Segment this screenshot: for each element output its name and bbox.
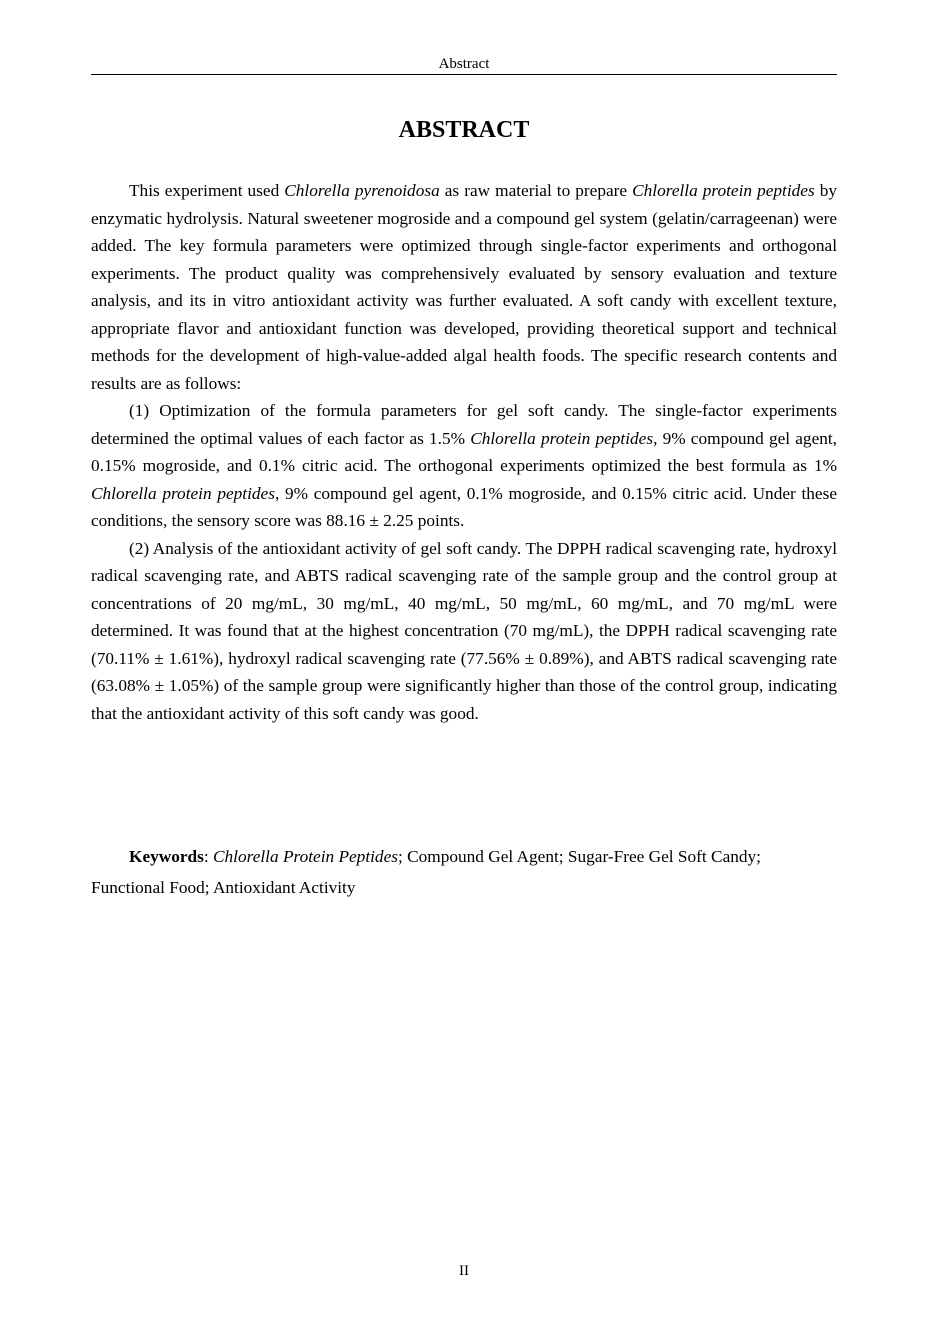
p1-text-e: by enzymatic hydrolysis. Natural sweetener mogroside and a compound gel system (gelatin/carrageenan) were added. The key formula parameters were optimized through single-factor experiments and orthogonal experiments. The product quality was comprehensively evaluated by sensory evaluation and texture analysis, and its in vitro antioxidant activity was further evaluated. A soft candy with excellent texture, appropriate flavor and antioxidant function was developed, providing theoretical support and technical methods for the development of high-value-added algal health foods. The specific research contents and results are as follows: (91, 181, 838, 393)
p2-text-c: , 9% compound gel agent, 0.15% mogroside, and 0.1% citric acid. The orthogonal experiments optimized the best formula as 1% (91, 428, 837, 475)
running-header: Abstract (91, 55, 837, 75)
keyword-first: Chlorella Protein Peptides (213, 847, 398, 866)
keywords-separator: : (203, 847, 214, 866)
p2-peptide-name-2: Chlorella protein peptides (91, 483, 275, 503)
abstract-paragraph-1 (91, 177, 837, 397)
keywords-label: Keywords (129, 847, 204, 866)
abstract-paragraph-3 (91, 535, 837, 728)
abstract-paragraph-2 (91, 397, 837, 535)
p3-text-a: (2) Analysis of the antioxidant activity of gel soft candy. The DPPH radical scavenging rate, hydroxyl radical scavenging rate, and ABTS radical scavenging rate of the sample group and the control group at concentrations of 20 mg/mL, 30 mg/mL, 40 mg/mL, 50 mg/mL, 60 mg/mL, and 70 mg/mL were determined. It was found that at the highest concentration (70 mg/mL), the DPPH radical scavenging rate (70.11% ± 1.61%), hydroxyl radical scavenging rate (77.56% ± 0.89%), and ABTS radical scavenging rate (63.08% ± 1.05%) of the sample group were significantly higher than those of the control group, indicating that the antioxidant activity of this soft candy was good. (91, 538, 837, 723)
p2-peptide-name-1: Chlorella protein peptides (470, 428, 654, 448)
p1-species-name: Chlorella pyrenoidosa (284, 181, 440, 200)
p2-text-e: , 9% compound gel agent, 0.1% mogroside, and 0.15% citric acid. Under these conditions, the sensory score was 88.16 ± 2.25 points. (91, 483, 837, 530)
p1-text-c: as raw material to prepare (439, 181, 633, 200)
page-number: II (459, 1263, 469, 1279)
keywords (91, 841, 837, 903)
p1-text-a: This experiment used (129, 181, 285, 200)
p2-text-a: (1) Optimization of the formula parameters for gel soft candy. The single-factor experiments determined the optimal values of each factor as 1.5% (91, 401, 837, 448)
keywords-rest: ; Compound Gel Agent; Sugar-Free Gel Soft Candy; Functional Food; Antioxidant Activity (91, 847, 761, 897)
page-title: ABSTRACT (398, 117, 530, 143)
p1-peptide-name: Chlorella protein peptides (632, 181, 815, 200)
abstract-body (91, 177, 837, 727)
